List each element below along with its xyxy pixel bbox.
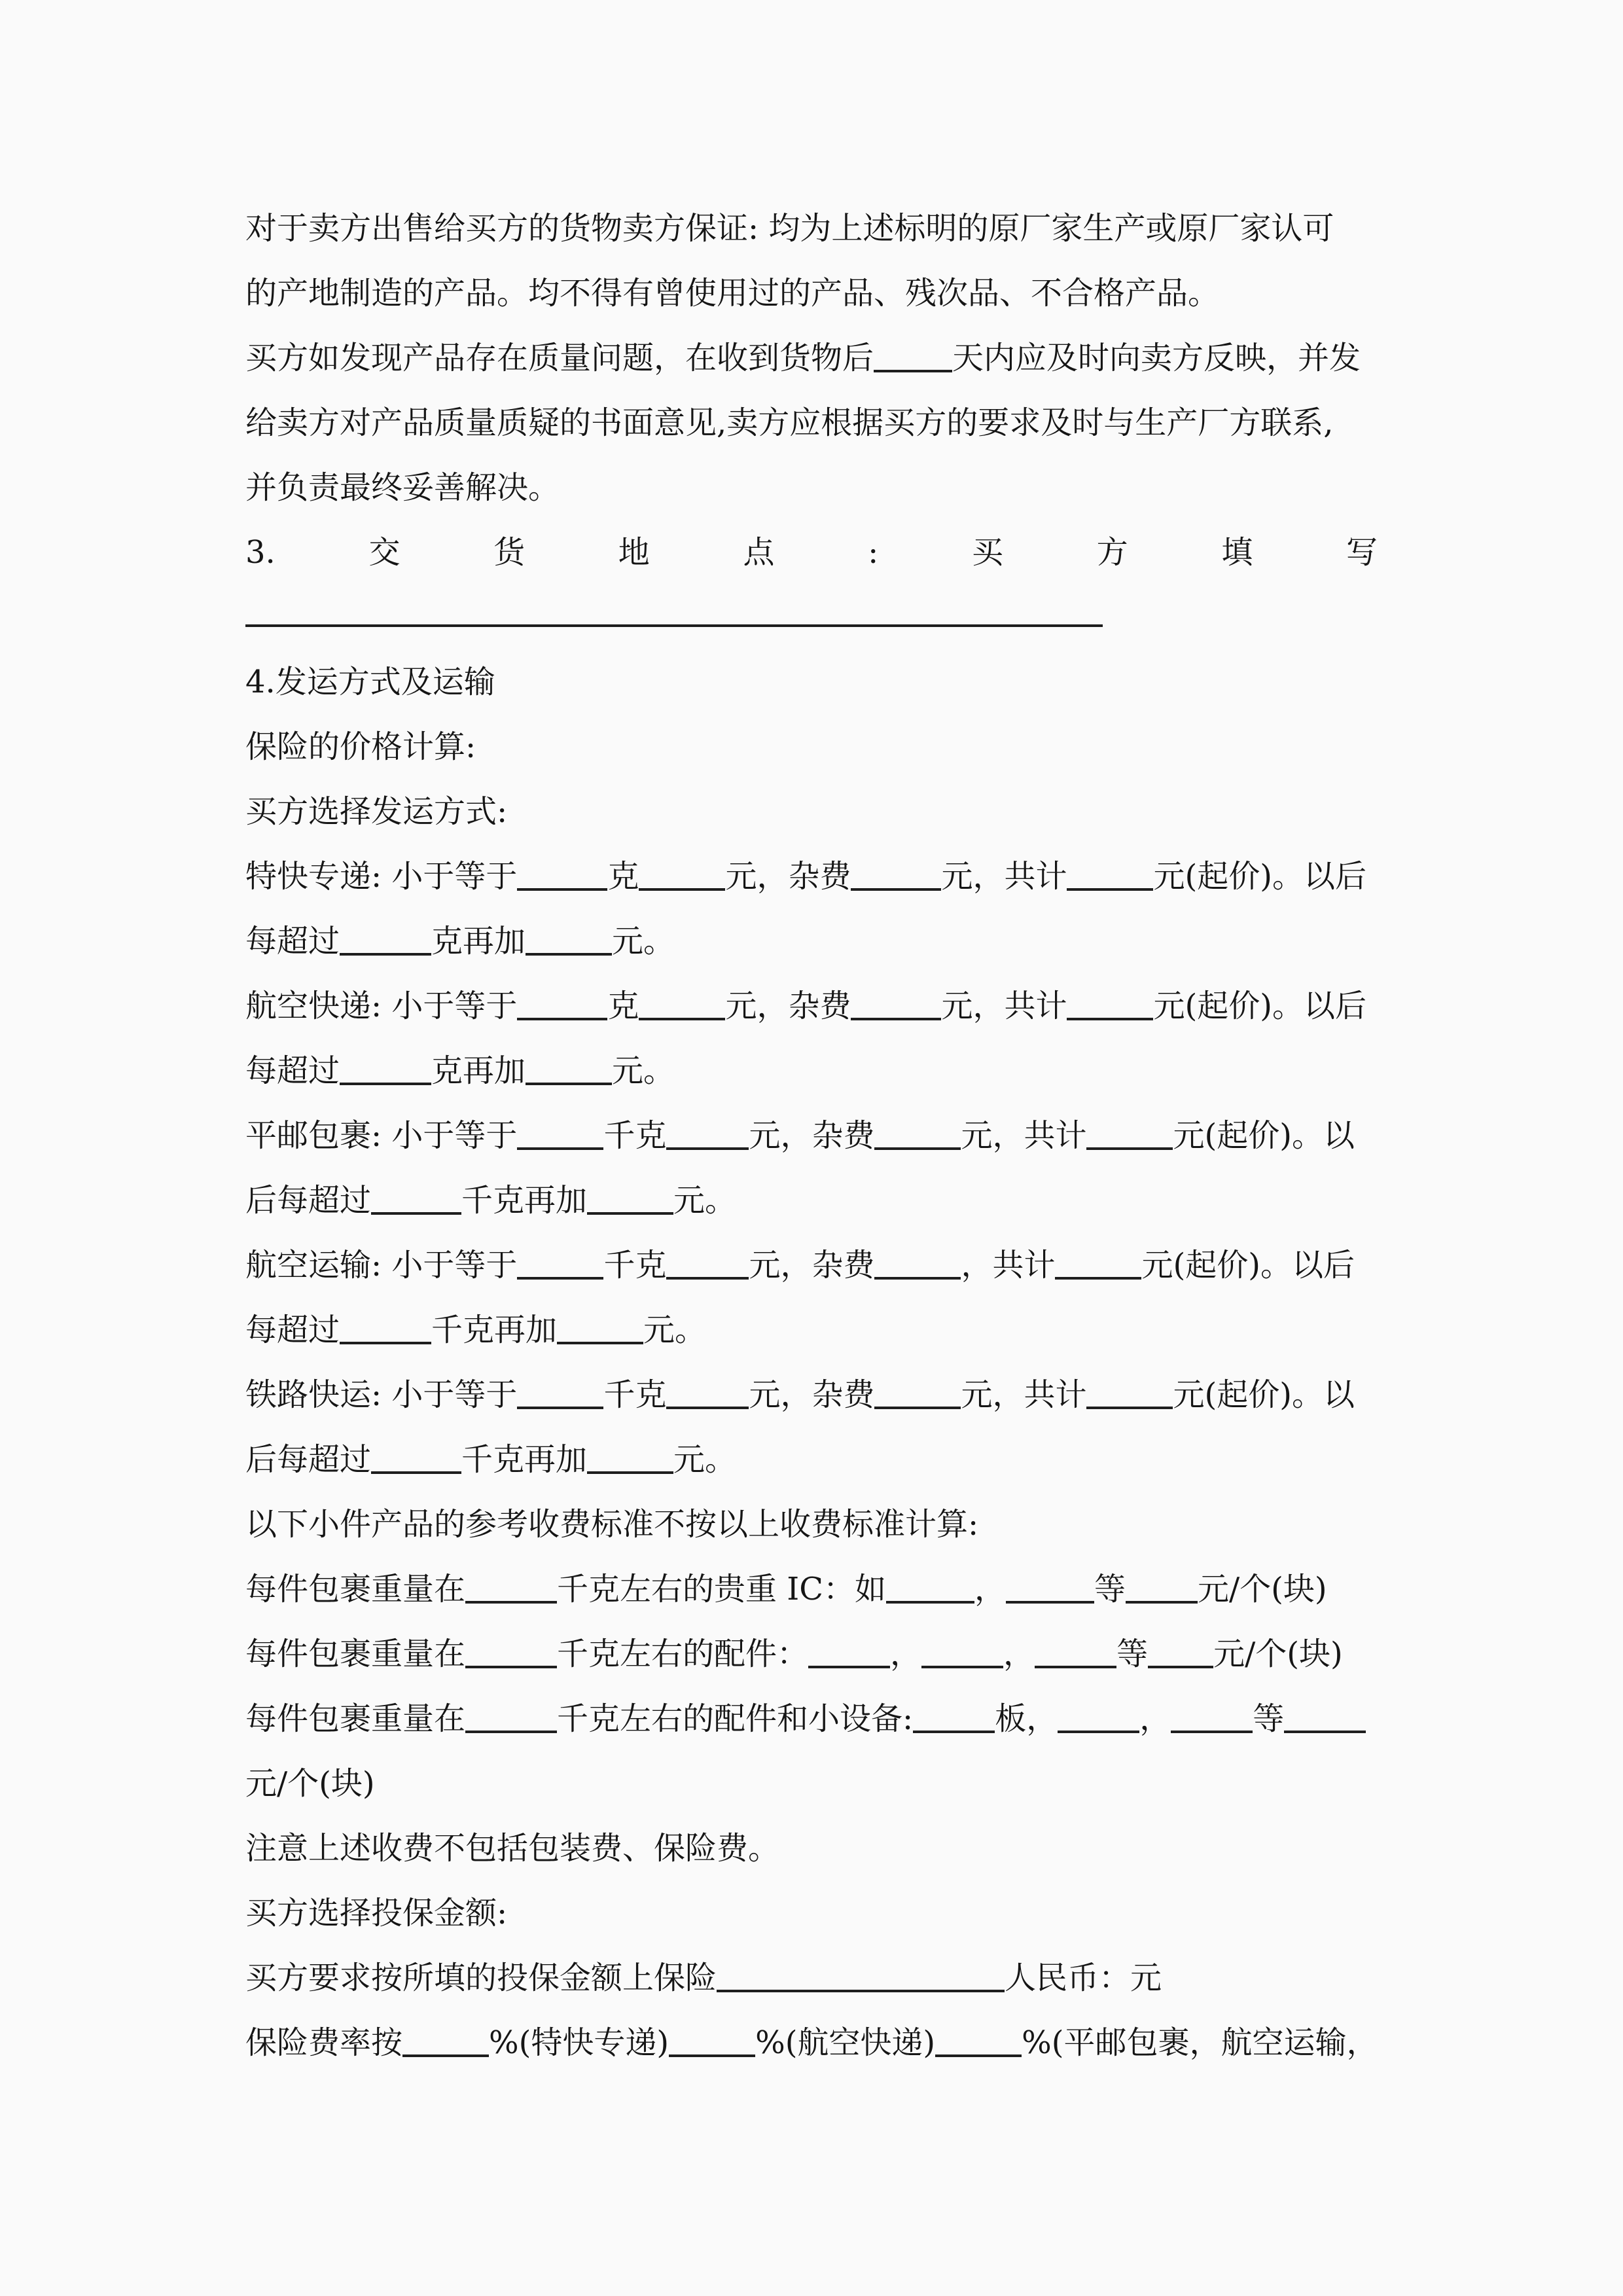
- document-text: 买方选择发运方式:: [245, 793, 508, 830]
- document-line: [245, 2011, 1378, 2075]
- document-text: %(航空快递): [755, 2024, 936, 2061]
- fill-in-blank: [666, 1407, 749, 1409]
- document-text: 元/个(块): [1213, 1636, 1343, 1672]
- fill-in-blank: [851, 888, 941, 891]
- document-text: ，共计: [961, 1247, 1056, 1283]
- document-line: [245, 585, 1378, 650]
- fill-in-blank: [517, 1147, 603, 1150]
- fill-in-blank: [371, 1471, 461, 1474]
- fill-in-blank: [371, 1212, 461, 1215]
- document-text: %(平邮包裹，航空运输，: [1022, 2024, 1378, 2061]
- document-text: 买: [971, 534, 1003, 571]
- document-line: [245, 326, 1378, 391]
- fill-in-blank: [874, 1277, 961, 1280]
- document-text: %(特快专递): [489, 2024, 669, 2061]
- document-text: 注意上述收费不包括包装费、保险费。: [245, 1830, 780, 1867]
- fill-in-blank: [1055, 1277, 1141, 1280]
- fill-in-blank: [340, 1083, 431, 1085]
- document-text: 填: [1221, 534, 1253, 571]
- document-line: [245, 844, 1378, 909]
- fill-in-line: [245, 585, 1103, 627]
- fill-in-blank: [1035, 1666, 1116, 1668]
- document-line: [245, 1557, 1378, 1622]
- document-line: [245, 715, 1378, 780]
- document-line: [245, 909, 1378, 974]
- document-text: 4.发运方式及运输: [245, 664, 495, 700]
- document-text: 千克左右的贵重 IC：如: [557, 1571, 886, 1607]
- document-text: 元，杂费: [749, 1117, 875, 1154]
- document-text: 千克再加: [461, 1441, 588, 1478]
- document-text: 地: [618, 534, 650, 571]
- document-text: 每件包裹重量在: [245, 1636, 466, 1672]
- document-text: 元。: [612, 923, 675, 960]
- fill-in-blank: [517, 1018, 607, 1020]
- document-text: 等: [1094, 1571, 1126, 1607]
- document-text: 元/个(块): [245, 1765, 375, 1802]
- document-text: 千克: [603, 1117, 667, 1154]
- document-line: [245, 196, 1378, 261]
- document-text: 给卖方对产品质量质疑的书面意见,卖方应根据买方的要求及时与生产厂方联系,: [245, 404, 1334, 441]
- fill-in-blank: [1171, 1731, 1253, 1733]
- fill-in-blank: [1284, 1731, 1366, 1733]
- document-text: 点: [743, 534, 775, 571]
- document-body: [245, 196, 1378, 2075]
- document-text: 元。: [673, 1441, 737, 1478]
- document-text: 千克再加: [431, 1312, 558, 1348]
- fill-in-blank: [666, 1277, 749, 1280]
- document-text: 保险费率按: [245, 2024, 403, 2061]
- document-text: 的产地制造的产品。均不得有曾使用过的产品、残次品、不合格产品。: [245, 275, 1220, 312]
- fill-in-blank: [639, 1018, 725, 1020]
- fill-in-blank: [557, 1342, 643, 1344]
- fill-in-blank: [1086, 1407, 1173, 1409]
- document-text: 等: [1253, 1700, 1285, 1737]
- document-line: [245, 974, 1378, 1039]
- fill-in-blank: [340, 1342, 431, 1344]
- document-text: 元(起价)。以: [1173, 1117, 1355, 1154]
- fill-in-blank: [808, 1666, 890, 1668]
- fill-in-blank: [1006, 1601, 1094, 1604]
- document-text: 元，共计: [941, 858, 1067, 895]
- fill-in-blank: [517, 888, 607, 891]
- document-text: 买方选择投保金额:: [245, 1895, 508, 1931]
- fill-in-blank: [851, 1018, 941, 1020]
- document-line: [245, 1687, 1378, 1751]
- document-line: [245, 261, 1378, 326]
- document-text: 交: [368, 534, 401, 571]
- document-line: [245, 1363, 1378, 1427]
- document-text: ，: [1139, 1700, 1171, 1737]
- document-text: 元(起价)。以后: [1141, 1247, 1355, 1283]
- fill-in-blank: [465, 1601, 557, 1604]
- document-line: [245, 1103, 1378, 1168]
- document-text: :: [868, 534, 879, 571]
- document-text: 后每超过: [245, 1441, 372, 1478]
- document-line: [245, 1039, 1378, 1103]
- fill-in-blank: [717, 1990, 1005, 1992]
- document-line: [245, 1298, 1378, 1363]
- document-text: ，: [1003, 1636, 1035, 1672]
- document-text: 元，杂费: [749, 1376, 875, 1413]
- fill-in-blank: [921, 1666, 1003, 1668]
- fill-in-blank: [465, 1731, 557, 1733]
- fill-in-blank: [1148, 1666, 1213, 1668]
- document-line: [245, 1622, 1378, 1687]
- document-line: [245, 520, 1378, 585]
- document-text: 元。: [612, 1052, 675, 1089]
- document-text: 元，杂费: [749, 1247, 875, 1283]
- document-line: [245, 1751, 1378, 1816]
- document-text: 铁路快运: 小于等于: [245, 1376, 518, 1413]
- document-text: 每超过: [245, 1052, 340, 1089]
- document-text: 并负责最终妥善解决。: [245, 469, 560, 506]
- fill-in-blank: [402, 2054, 489, 2057]
- document-text: 千克: [603, 1376, 667, 1413]
- document-text: 方: [1096, 534, 1128, 571]
- document-line: [245, 1427, 1378, 1492]
- document-text: 每超过: [245, 923, 340, 960]
- fill-in-blank: [526, 953, 612, 956]
- document-text: 天内应及时向卖方反映，并发: [952, 340, 1361, 376]
- fill-in-blank: [639, 888, 725, 891]
- document-line: [245, 1233, 1378, 1298]
- document-text: 元(起价)。以后: [1153, 858, 1366, 895]
- fill-in-blank: [517, 1277, 603, 1280]
- fill-in-blank: [874, 370, 952, 372]
- document-text: 元(起价)。以: [1173, 1376, 1355, 1413]
- document-text: 元，共计: [961, 1117, 1087, 1154]
- document-text: 元。: [673, 1182, 737, 1219]
- fill-in-blank: [669, 2054, 755, 2057]
- document-text: ，: [890, 1636, 922, 1672]
- document-text: 对于卖方出售给买方的货物卖方保证: 均为上述标明的原厂家生产或原厂家认可: [245, 210, 1334, 247]
- fill-in-blank: [517, 1407, 603, 1409]
- document-text: 航空运输: 小于等于: [245, 1247, 518, 1283]
- fill-in-blank: [1058, 1731, 1139, 1733]
- document-text: 克再加: [431, 1052, 526, 1089]
- document-text: 人民币：元: [1005, 1960, 1162, 1996]
- document-text: 买方如发现产品存在质量问题，在收到货物后: [245, 340, 874, 376]
- document-line: [245, 1816, 1378, 1881]
- document-text: 板，: [995, 1700, 1058, 1737]
- document-line: [245, 1492, 1378, 1557]
- document-text: 克: [607, 858, 639, 895]
- document-text: 货: [493, 534, 526, 571]
- document-text: 保险的价格计算:: [245, 728, 476, 765]
- document-text: 元/个(块): [1198, 1571, 1327, 1607]
- document-text: 元。: [643, 1312, 707, 1348]
- fill-in-blank: [1086, 1147, 1173, 1150]
- document-text: 写: [1346, 534, 1378, 571]
- document-text: 每超过: [245, 1312, 340, 1348]
- document-line: [245, 391, 1378, 456]
- document-line: [245, 1168, 1378, 1233]
- fill-in-blank: [913, 1731, 995, 1733]
- document-text: 克: [607, 988, 639, 1024]
- fill-in-blank: [1126, 1601, 1198, 1604]
- document-text: 等: [1116, 1636, 1149, 1672]
- fill-in-blank: [886, 1601, 974, 1604]
- fill-in-blank: [1067, 888, 1153, 891]
- fill-in-blank: [874, 1407, 961, 1409]
- fill-in-blank: [874, 1147, 961, 1150]
- document-text: 买方要求按所填的投保金额上保险: [245, 1960, 717, 1996]
- fill-in-blank: [935, 2054, 1022, 2057]
- document-text: 每件包裹重量在: [245, 1571, 466, 1607]
- document-text: 元(起价)。以后: [1153, 988, 1366, 1024]
- document-line: [245, 650, 1378, 715]
- document-text: 航空快递: 小于等于: [245, 988, 518, 1024]
- document-text: 元，共计: [941, 988, 1067, 1024]
- fill-in-blank: [666, 1147, 749, 1150]
- document-text: 元，杂费: [725, 858, 851, 895]
- document-line: [245, 1881, 1378, 1946]
- document-line: [245, 1946, 1378, 2011]
- document-text: 元，共计: [961, 1376, 1087, 1413]
- document-text: 千克再加: [461, 1182, 588, 1219]
- document-text: 千克: [603, 1247, 667, 1283]
- fill-in-blank: [465, 1666, 557, 1668]
- document-text: 以下小件产品的参考收费标准不按以上收费标准计算:: [245, 1506, 979, 1543]
- document-text: 千克左右的配件和小设备:: [557, 1700, 914, 1737]
- fill-in-blank: [587, 1471, 673, 1474]
- document-line: [245, 456, 1378, 520]
- document-text: 千克左右的配件：: [557, 1636, 809, 1672]
- document-text: 3.: [245, 534, 276, 571]
- fill-in-blank: [526, 1083, 612, 1085]
- document-text: ，: [974, 1571, 1006, 1607]
- document-text: 克再加: [431, 923, 526, 960]
- document-text: 元，杂费: [725, 988, 851, 1024]
- fill-in-blank: [340, 953, 431, 956]
- fill-in-blank: [1067, 1018, 1153, 1020]
- fill-in-blank: [587, 1212, 673, 1215]
- document-text: 后每超过: [245, 1182, 372, 1219]
- document-text: 平邮包裹: 小于等于: [245, 1117, 518, 1154]
- document-text: 每件包裹重量在: [245, 1700, 466, 1737]
- document-line: [245, 780, 1378, 844]
- document-text: 特快专递: 小于等于: [245, 858, 518, 895]
